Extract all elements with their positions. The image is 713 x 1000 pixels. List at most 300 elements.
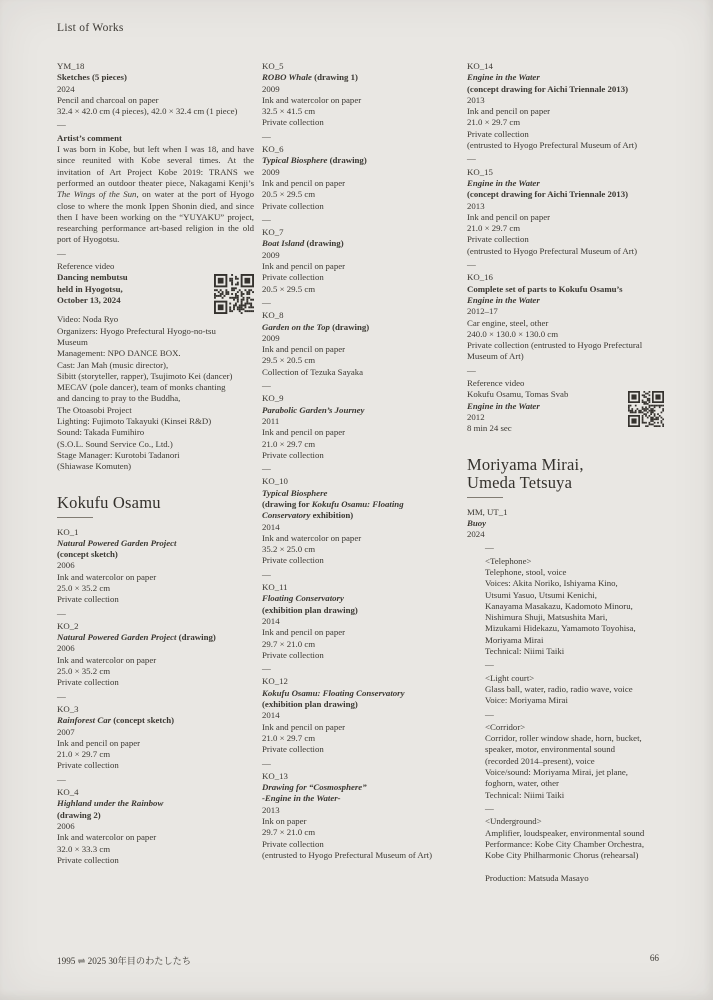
text-segment: Kokufu Osamu, Tomas Svab xyxy=(467,389,569,400)
text-segment: Kanayama Masakazu, Kadomoto Minoru, xyxy=(485,600,633,611)
text-line xyxy=(57,572,254,583)
text-segment: KO_11 xyxy=(262,582,288,593)
text-line xyxy=(262,639,459,650)
text-line xyxy=(467,178,664,189)
text-segment: Utsumi Yasuo, Utsumi Kenichi, xyxy=(485,589,597,600)
text-segment: (entrusted to Hyogo Prefectural Museum of Art) xyxy=(467,140,638,151)
text-segment: 8 min 24 sec xyxy=(467,423,512,434)
text-segment: Drawing for “Cosmosphere” xyxy=(262,782,367,793)
text-segment: Mizukami Hidekazu, Yamamoto Toyohisa, xyxy=(485,623,636,634)
text-segment: Technical: Niimi Taiki xyxy=(485,789,565,800)
text-line xyxy=(262,839,459,850)
text-segment: Private collection xyxy=(57,854,119,865)
text-segment: KO_12 xyxy=(262,676,288,687)
text-line xyxy=(467,518,664,529)
text-line xyxy=(467,129,664,140)
heading-rule xyxy=(467,497,503,498)
text-line xyxy=(262,333,459,344)
text-segment: Ink and watercolor on paper xyxy=(57,654,157,665)
text-line xyxy=(467,778,664,789)
text-segment: Amplifier, loudspeaker, environmental sound xyxy=(485,827,645,838)
text-line xyxy=(467,246,664,257)
text-line xyxy=(262,284,459,295)
separator-dash xyxy=(57,774,254,785)
text-line xyxy=(262,439,459,450)
text-segment: Private collection xyxy=(57,594,119,605)
text-line xyxy=(467,201,664,212)
text-segment: 21.0 × 29.7 cm xyxy=(262,438,316,449)
text-segment: Kokufu Osamu: Floating Conservatory xyxy=(262,687,405,698)
text-segment: Cast: Jan Mah (music director), xyxy=(57,359,169,370)
text-line xyxy=(262,310,459,321)
text-segment: KO_4 xyxy=(57,787,79,798)
text-segment: KO_7 xyxy=(262,227,284,238)
text-line xyxy=(467,423,568,434)
text-segment: 25.0 × 35.2 cm xyxy=(57,582,111,593)
text-segment: Voice: Moriyama Mirai xyxy=(485,695,568,706)
text-line xyxy=(467,839,664,850)
text-segment: Private collection xyxy=(57,677,119,688)
text-segment: KO_9 xyxy=(262,393,284,404)
text-line xyxy=(57,855,254,866)
separator-dash xyxy=(57,608,254,619)
text-segment: Ink and pencil on paper xyxy=(467,106,551,117)
text-segment: 29.7 × 21.0 cm xyxy=(262,827,316,838)
text-line xyxy=(467,590,664,601)
text-line xyxy=(57,821,254,832)
text-segment: (drawing 2) xyxy=(57,809,101,820)
text-segment: Buoy xyxy=(467,517,487,528)
text-segment: 2012–17 xyxy=(467,306,498,317)
separator-dash xyxy=(467,709,664,720)
text-segment: Conservatory xyxy=(262,510,311,521)
separator-dash xyxy=(467,153,664,164)
text-segment: 2009 xyxy=(262,332,280,343)
separator-dash xyxy=(262,380,459,391)
text-line xyxy=(467,212,664,223)
text-segment: Technical: Niimi Taiki xyxy=(485,646,565,657)
text-segment: Ink and pencil on paper xyxy=(262,344,346,355)
text-segment: (entrusted to Hyogo Prefectural Museum of Art) xyxy=(467,245,638,256)
text-line xyxy=(57,715,254,726)
text-line xyxy=(467,744,664,755)
text-line xyxy=(467,612,664,623)
text-segment: 2024 xyxy=(467,529,485,540)
text-line xyxy=(57,810,254,821)
text-segment: Performance: Kobe City Chamber Orchestra, xyxy=(485,838,645,849)
reference-video-lines xyxy=(467,389,568,434)
text-line xyxy=(57,284,128,295)
text-segment: foghorn, water, other xyxy=(485,778,559,789)
text-segment: <Underground> xyxy=(485,816,542,827)
text-line xyxy=(57,738,254,749)
text-line xyxy=(467,306,664,317)
text-segment: KO_8 xyxy=(262,310,284,321)
text-segment: Ink and pencil on paper xyxy=(262,261,346,272)
text-line xyxy=(262,393,459,404)
text-segment: 2009 xyxy=(262,249,280,260)
text-segment: 25.0 × 35.2 cm xyxy=(57,666,111,677)
text-line xyxy=(467,816,664,827)
text-line xyxy=(57,643,254,654)
text-line xyxy=(467,117,664,128)
text-segment: Natural Powered Garden Project xyxy=(57,537,177,548)
text-line xyxy=(262,476,459,487)
text-line xyxy=(262,155,459,166)
text-line xyxy=(262,427,459,438)
text-segment: Private collection xyxy=(262,744,324,755)
text-line xyxy=(262,261,459,272)
text-line xyxy=(467,507,664,518)
text-line xyxy=(262,272,459,283)
text-line xyxy=(262,616,459,627)
text-line xyxy=(467,234,664,245)
text-segment: <Telephone> xyxy=(485,555,532,566)
text-segment: 2006 xyxy=(57,820,75,831)
text-line xyxy=(262,771,459,782)
text-segment: 2013 xyxy=(467,200,485,211)
text-line xyxy=(262,555,459,566)
text-segment: — xyxy=(57,690,66,701)
text-line xyxy=(57,326,254,337)
text-line xyxy=(57,106,254,117)
text-segment: MECAV (pole dancer), team of monks chanting xyxy=(57,382,226,393)
text-line xyxy=(57,666,254,677)
text-segment: Complete set of parts to Kokufu Osamu’s xyxy=(467,283,623,294)
text-line xyxy=(262,582,459,593)
text-line xyxy=(262,533,459,544)
text-segment: Private collection xyxy=(262,117,324,128)
text-segment: 2006 xyxy=(57,643,75,654)
separator-dash xyxy=(262,131,459,142)
text-line xyxy=(467,95,664,106)
text-segment: KO_13 xyxy=(262,770,288,781)
text-segment: 21.0 × 29.7 cm xyxy=(467,117,521,128)
separator-dash xyxy=(467,365,664,376)
text-segment: Ink and pencil on paper xyxy=(467,211,551,222)
text-segment: Ink and pencil on paper xyxy=(262,177,346,188)
text-segment: Telephone, stool, voice xyxy=(485,566,567,577)
text-segment: Management: NPO DANCE BOX. xyxy=(57,348,181,359)
text-line xyxy=(467,61,664,72)
text-line xyxy=(262,733,459,744)
text-segment: Private collection xyxy=(262,555,324,566)
text-line xyxy=(57,461,254,472)
text-line xyxy=(467,167,664,178)
text-segment: Video: Noda Ryo xyxy=(57,314,119,325)
text-line xyxy=(262,106,459,117)
text-segment: (recorded 2014–present), voice xyxy=(485,755,595,766)
text-line xyxy=(57,538,254,549)
text-segment: Rainforest Car xyxy=(57,715,112,726)
separator-dash xyxy=(262,463,459,474)
text-line xyxy=(57,655,254,666)
text-line xyxy=(57,95,254,106)
reference-video-dancing-nembutsu xyxy=(57,272,254,314)
text-segment: Artist’s comment xyxy=(57,132,122,143)
text-line xyxy=(262,322,459,333)
text-line xyxy=(57,382,254,393)
text-line xyxy=(467,284,664,295)
text-segment: held in Hyogotsu, xyxy=(57,283,123,294)
footer-page-number: 66 xyxy=(649,953,659,963)
text-segment: — xyxy=(262,757,271,768)
text-line xyxy=(57,704,254,715)
text-line xyxy=(57,427,254,438)
text-line xyxy=(57,393,254,404)
text-segment: KO_15 xyxy=(467,166,493,177)
text-segment: Moriyama Mirai xyxy=(485,634,544,645)
text-segment: Lighting: Fujimoto Takayuki (Kinsei R&D) xyxy=(57,416,212,427)
text-line xyxy=(262,250,459,261)
separator-dash xyxy=(262,758,459,769)
column-3 xyxy=(467,61,664,884)
page-title: List of Works xyxy=(57,22,124,34)
text-segment: Kokufu Osamu: Floating xyxy=(311,498,404,509)
text-segment: — xyxy=(262,463,271,474)
text-segment: Organizers: Hyogo Prefectural Hyogo-no-tsu xyxy=(57,325,216,336)
text-line xyxy=(262,510,459,521)
text-line xyxy=(262,117,459,128)
text-segment: 2009 xyxy=(262,83,280,94)
text-line xyxy=(467,329,664,340)
text-segment: (concept drawing for Aichi Triennale 2013) xyxy=(467,83,629,94)
text-line xyxy=(262,793,459,804)
text-segment: KO_14 xyxy=(467,61,493,71)
text-segment: 20.5 × 29.5 cm xyxy=(262,189,316,200)
text-line xyxy=(467,189,664,200)
text-segment: — xyxy=(57,119,66,130)
text-line xyxy=(467,340,664,351)
text-line xyxy=(57,371,254,382)
text-line xyxy=(57,677,254,688)
text-segment: 240.0 × 130.0 × 130.0 cm xyxy=(467,328,559,339)
text-line xyxy=(57,337,254,348)
text-segment: Ink and watercolor on paper xyxy=(57,832,157,843)
text-line xyxy=(262,688,459,699)
text-segment: — xyxy=(262,380,271,391)
footer-exhibition-title: 1995 ⇌ 2025 30年目のわたしたち xyxy=(57,956,192,966)
text-segment: (concept drawing for Aichi Triennale 2013) xyxy=(467,189,629,200)
text-segment: Voice/sound: Moriyama Mirai, jet plane, xyxy=(485,767,629,778)
text-line xyxy=(467,850,664,861)
text-line xyxy=(262,850,459,861)
text-segment: YM_18 xyxy=(57,61,85,71)
text-line xyxy=(262,627,459,638)
text-segment: 2014 xyxy=(262,710,280,721)
text-segment: Typical Biosphere xyxy=(262,487,328,498)
text-line xyxy=(467,623,664,634)
text-line xyxy=(467,646,664,657)
text-line xyxy=(57,760,254,771)
text-line xyxy=(57,405,254,416)
text-line xyxy=(467,635,664,646)
text-line xyxy=(467,412,568,423)
separator-dash xyxy=(467,259,664,270)
text-segment: Ink and pencil on paper xyxy=(262,627,346,638)
text-segment: 21.0 × 29.7 cm xyxy=(262,732,316,743)
text-segment: 20.5 × 29.5 cm xyxy=(262,283,316,294)
text-segment: (exhibition plan drawing) xyxy=(262,699,358,710)
text-line xyxy=(262,227,459,238)
text-segment: Private collection xyxy=(262,449,324,460)
text-segment: 2011 xyxy=(262,415,280,426)
text-line xyxy=(57,439,254,450)
text-segment: Production: Matsuda Masayo xyxy=(485,872,589,883)
text-line xyxy=(262,72,459,83)
text-segment: (entrusted to Hyogo Prefectural Museum of Art) xyxy=(262,849,433,860)
text-segment: — xyxy=(485,542,494,553)
text-line xyxy=(262,605,459,616)
text-segment: <Light court> xyxy=(485,672,535,683)
text-segment: 2007 xyxy=(57,726,75,737)
text-segment: Ink on paper xyxy=(262,816,307,826)
text-segment: Engine in the Water xyxy=(467,72,540,83)
text-segment: KO_10 xyxy=(262,476,288,487)
text-line xyxy=(262,201,459,212)
text-segment: KO_6 xyxy=(262,144,284,155)
text-segment: Collection of Tezuka Sayaka xyxy=(262,366,364,377)
text-line xyxy=(467,684,664,695)
text-line xyxy=(467,84,664,95)
column-2 xyxy=(262,61,459,861)
text-line xyxy=(57,450,254,461)
text-line xyxy=(57,61,254,72)
text-line xyxy=(467,72,664,83)
text-segment: Stage Manager: Kurotobi Tadanori xyxy=(57,449,180,460)
text-segment: KO_3 xyxy=(57,703,79,714)
text-segment: October 13, 2024 xyxy=(57,294,121,305)
text-segment: Private collection xyxy=(467,234,529,245)
text-line xyxy=(262,827,459,838)
text-segment: The Wings of the Sun xyxy=(57,189,137,200)
text-segment: — xyxy=(262,663,271,674)
text-segment: Ink and watercolor on paper xyxy=(57,571,157,582)
text-line xyxy=(57,832,254,843)
text-segment: KO_16 xyxy=(467,272,493,283)
footer xyxy=(57,953,659,967)
text-segment: The Otoasobi Project xyxy=(57,404,132,415)
section-heading-line: Moriyama Mirai, xyxy=(467,454,584,474)
text-segment: Garden on the Top xyxy=(262,321,330,332)
text-line xyxy=(57,261,254,272)
text-segment: (drawing 1) xyxy=(311,72,358,83)
text-line xyxy=(262,61,459,72)
text-segment: (drawing) xyxy=(327,155,367,166)
text-line xyxy=(467,567,664,578)
text-segment: (concept sketch) xyxy=(111,715,175,726)
text-line xyxy=(467,790,664,801)
text-segment: Ink and pencil on paper xyxy=(57,737,141,748)
text-segment: KO_1 xyxy=(57,526,79,537)
text-segment: Boat Island xyxy=(262,238,305,249)
text-line xyxy=(262,95,459,106)
separator-dash xyxy=(262,297,459,308)
text-segment: Private collection xyxy=(262,838,324,849)
kokufu-osamu-heading xyxy=(57,494,254,512)
text-segment: Reference video xyxy=(57,261,115,272)
text-line xyxy=(262,84,459,95)
text-segment: Private collection xyxy=(467,128,529,139)
text-line xyxy=(467,318,664,329)
moriyama-umeda-heading xyxy=(467,456,664,492)
text-line xyxy=(57,549,254,560)
text-line xyxy=(262,676,459,687)
separator-dash xyxy=(467,803,664,814)
text-segment: Kobe City Philharmonic Chorus (rehearsal) xyxy=(485,850,639,861)
text-segment: I was born in Kobe, but left when I was 18, and have since reunited with Kobe several times. At the invitation of Art Project Kobe 2019: TRANS we performed an outdoor theater piece, Nakagami Kenji’s xyxy=(57,144,254,188)
separator-dash xyxy=(57,691,254,702)
text-line xyxy=(57,314,254,325)
text-line xyxy=(467,756,664,767)
text-segment: ROBO Whale xyxy=(262,72,312,83)
text-line xyxy=(262,416,459,427)
text-segment: -Engine in the Water- xyxy=(262,793,341,804)
text-line xyxy=(262,710,459,721)
text-line xyxy=(57,727,254,738)
text-line xyxy=(262,355,459,366)
text-segment: Voices: Akita Noriko, Ishiyama Kino, xyxy=(485,578,618,589)
text-line xyxy=(467,673,664,684)
text-line xyxy=(57,583,254,594)
text-segment: — xyxy=(485,802,494,813)
text-segment: (drawing) xyxy=(329,321,370,332)
text-segment: Private collection (entrusted to Hyogo Prefectural xyxy=(467,340,643,351)
text-line xyxy=(57,632,254,643)
text-line xyxy=(57,295,128,306)
text-line xyxy=(467,767,664,778)
text-segment: speaker, motor, environmental sound xyxy=(485,744,615,755)
section-heading-line: Kokufu Osamu xyxy=(57,492,161,512)
text-line xyxy=(467,873,664,884)
text-segment: MM, UT_1 xyxy=(467,506,508,517)
text-segment: Car engine, steel, other xyxy=(467,317,549,328)
text-segment: 2013 xyxy=(467,94,485,105)
text-segment: and dancing to pray to the Buddha, xyxy=(57,393,181,404)
text-line xyxy=(262,367,459,378)
text-segment: Floating Conservatory xyxy=(262,593,344,604)
text-line xyxy=(57,348,254,359)
reference-video-engine-in-the-water xyxy=(467,389,664,434)
text-segment: Engine in the Water xyxy=(467,400,540,411)
text-segment: Glass ball, water, radio, radio wave, voice xyxy=(485,683,633,694)
text-segment: Engine in the Water xyxy=(467,177,540,188)
text-segment: — xyxy=(467,153,476,164)
text-segment: Museum of Art) xyxy=(467,351,524,362)
text-line xyxy=(262,699,459,710)
artist-comment-paragraph xyxy=(57,144,254,246)
qr-code-icon xyxy=(214,274,254,314)
text-line xyxy=(467,722,664,733)
text-line xyxy=(262,650,459,661)
text-segment: — xyxy=(262,568,271,579)
text-line xyxy=(57,84,254,95)
text-segment: Sound: Takada Fumihiro xyxy=(57,427,145,438)
text-line xyxy=(467,272,664,283)
text-line xyxy=(262,544,459,555)
text-segment: — xyxy=(57,773,66,784)
text-segment: — xyxy=(485,708,494,719)
text-segment: — xyxy=(485,659,494,670)
text-line xyxy=(467,529,664,540)
text-segment: — xyxy=(57,247,66,258)
text-segment: 32.5 × 41.5 cm xyxy=(262,106,316,117)
text-segment: 32.0 × 33.3 cm xyxy=(57,843,111,854)
column-1 xyxy=(57,61,254,866)
text-segment: Pencil and charcoal on paper xyxy=(57,94,159,105)
text-segment: 35.2 × 25.0 cm xyxy=(262,544,316,555)
text-segment: Ink and watercolor on paper xyxy=(262,94,362,105)
